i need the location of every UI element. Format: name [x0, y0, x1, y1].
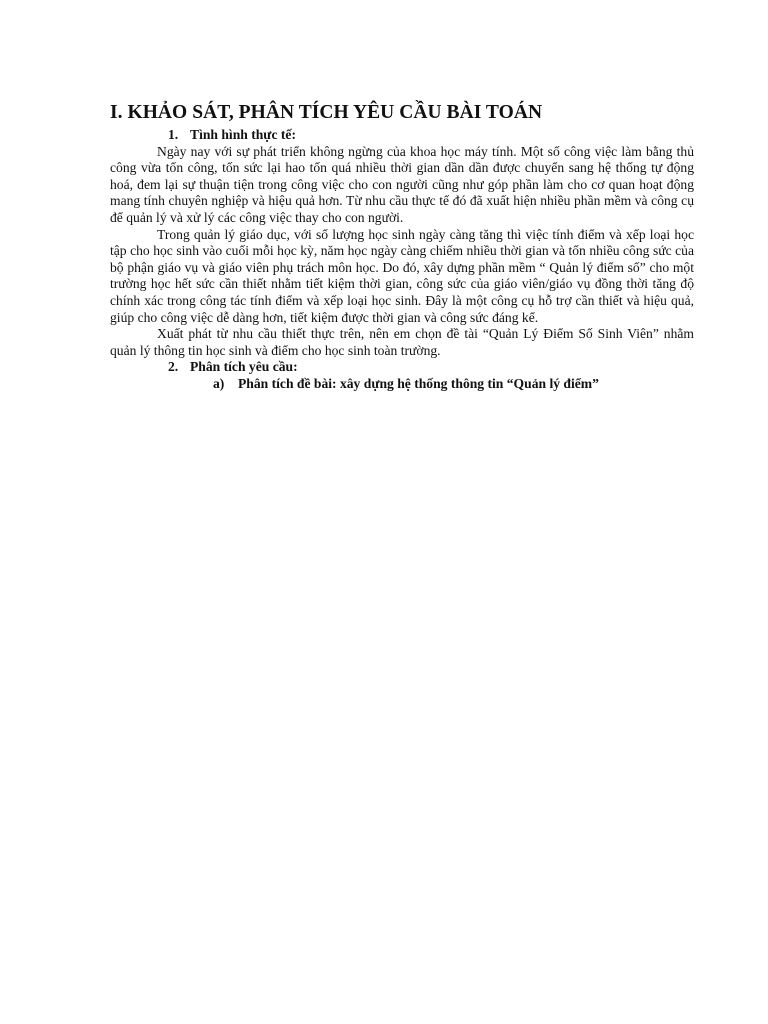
section-1-number: 1.	[168, 127, 179, 142]
paragraph-3: Xuất phát từ nhu cầu thiết thực trên, nên em chọn đề tài “Quản Lý Điểm Số Sinh Viên” nhằm quản lý thông tin học sinh và điểm cho học sinh toàn trường.	[110, 326, 694, 358]
paragraph-1: Ngày nay với sự phát triển không ngừng của khoa học máy tính. Một số công việc làm bằng thủ công vừa tốn công, tốn sức lại hao tốn quá nhiều thời gian dần dần được chuyển sang hệ thống tự động hoá, đem lại sự thuận tiện trong công việc cho con người cũng như góp phần làm cho cơ quan hoạt động mang tính chuyên nghiệp và hiệu quả hơn. Từ nhu cầu thực tế đó đã xuất hiện nhiều phần mềm và công cụ để quản lý và xử lý các công việc thay cho con người.	[110, 143, 694, 225]
document-title: I. KHẢO SÁT, PHÂN TÍCH YÊU CẦU BÀI TOÁN	[110, 102, 543, 123]
subsection-a-number: a)	[213, 375, 225, 391]
section-2-number: 2.	[168, 359, 179, 375]
section-2-label: Phân tích yêu cầu:	[190, 359, 298, 375]
section-1-label: Tình hình thực tế:	[190, 127, 296, 142]
subsection-a-heading	[110, 376, 694, 393]
subsection-a-label: Phân tích đề bài: xây dựng hệ thống thông tin “Quản lý điểm”	[238, 375, 599, 391]
document-content	[110, 101, 694, 393]
paragraph-2: Trong quản lý giáo dục, với số lượng học sinh ngày càng tăng thì việc tính điểm và xếp loại học tập cho học sinh vào cuối mỗi học kỳ, năm học ngày càng chiếm nhiều thời gian và tốn nhiều công sức của bộ phận giáo vụ và giáo viên phụ trách môn học. Do đó, xây dựng phần mềm “ Quản lý điểm số” cho một trường học hết sức cần thiết nhằm tiết kiệm thời gian, công sức của giáo viên/giáo vụ đồng thời tăng độ chính xác trong công tác tính điểm và xếp loại học sinh. Đây là một công cụ hỗ trợ cần thiết và hiệu quả, giúp cho công việc dễ dàng hơn, tiết kiệm được thời gian và công sức đáng kể.	[110, 226, 694, 325]
section-2-heading	[110, 359, 694, 376]
section-1-heading	[110, 127, 694, 144]
